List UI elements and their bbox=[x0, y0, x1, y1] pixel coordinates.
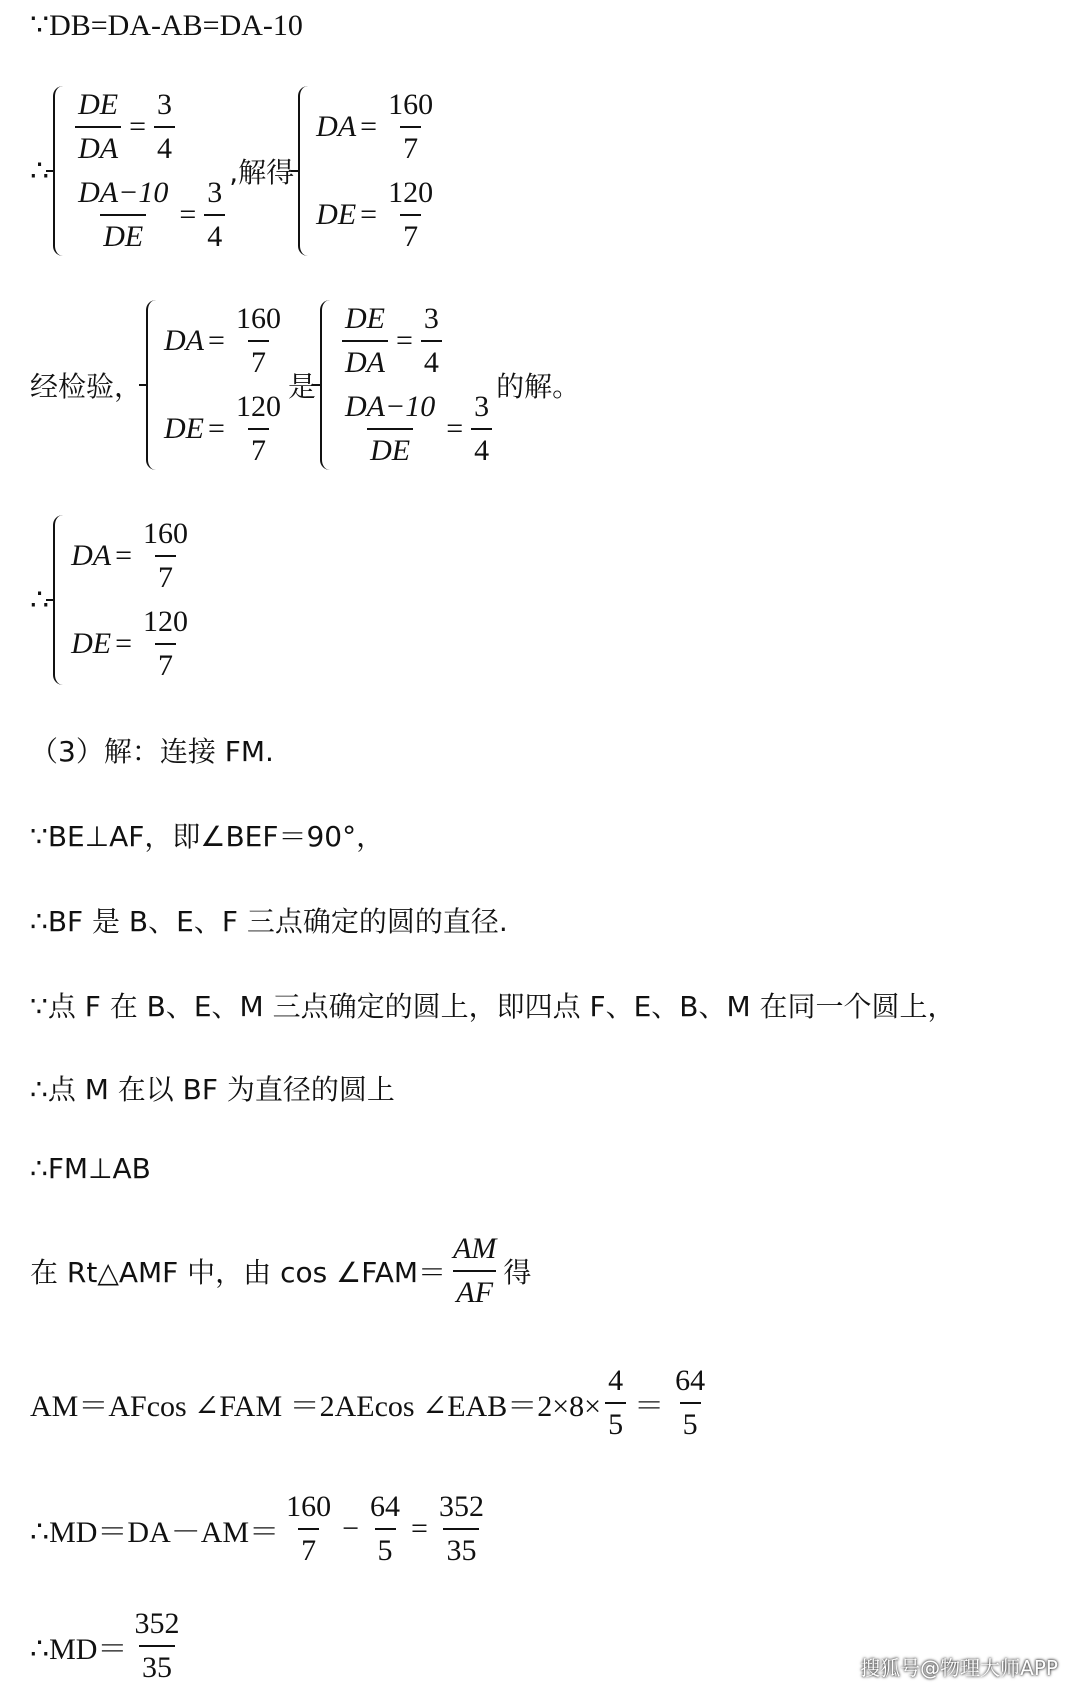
jiede-text: ,解得 bbox=[229, 156, 295, 189]
system-left: $\frac{DE}{DA}$ = $\frac{3}{4}$ $\frac{DA-10}{DE}$ = $\frac{3}{4}$ bbox=[49, 86, 229, 256]
therefore-symbol: ∴ bbox=[30, 154, 50, 188]
bf-diameter-line: ∴BF 是 B、E、F 三点确定的圆的直径. bbox=[30, 905, 508, 938]
point-f-line: ∵点 F 在 B、E、M 三点确定的圆上，即四点 F、E、B、M 在同一个圆上， bbox=[30, 990, 956, 1023]
given-db-equation: ∵DB=DA-AB=DA-10 bbox=[30, 9, 303, 42]
therefore-solution: ∴ DA = $\frac{160}{7}$ DE = $\frac{120}{7}$ bbox=[30, 515, 195, 685]
rt-triangle-line: 在 Rt△AMF 中，由 cos ∠FAM＝ $\frac{AM}{AF}$ 得 bbox=[30, 1230, 531, 1312]
verification-line: 经检验， DA = $\frac{160}{7}$ DE = $\frac{120}{7}$ 是 $\frac{DE}{DA}$ = $\frac{3}{4}$ $\frac{DA-10}{DE}$ = $\frac{3}{4}$ 的解。 bbox=[30, 300, 580, 470]
md-final-line: ∴MD＝ $\frac{352}{35}$ bbox=[30, 1605, 186, 1687]
left-brace bbox=[53, 86, 65, 256]
system-solution: DA = $\frac{160}{7}$ DE = $\frac{120}{7}$ bbox=[294, 86, 440, 256]
md-calculation-line: ∴MD＝DA－AM＝ $\frac{160}{7}$ − $\frac{64}{5}$ = $\frac{352}{35}$ bbox=[30, 1488, 491, 1570]
be-perp-af-line: ∵BE⊥AF，即∠BEF＝90°， bbox=[30, 820, 385, 853]
watermark-text: 搜狐号@物理大师APP bbox=[860, 1656, 1058, 1680]
equation-system-1 bbox=[30, 86, 440, 256]
part3-heading: （3）解：连接 FM. bbox=[30, 735, 274, 768]
am-calculation-line: AM＝AFcos ∠FAM ＝2AEcos ∠EAB＝2×8× $\frac{4}{5}$ ＝ $\frac{64}{5}$ bbox=[30, 1362, 712, 1444]
fm-perp-ab-line: ∴FM⊥AB bbox=[30, 1152, 151, 1185]
left-brace bbox=[298, 86, 310, 256]
point-m-line: ∴点 M 在以 BF 为直径的圆上 bbox=[30, 1073, 395, 1106]
